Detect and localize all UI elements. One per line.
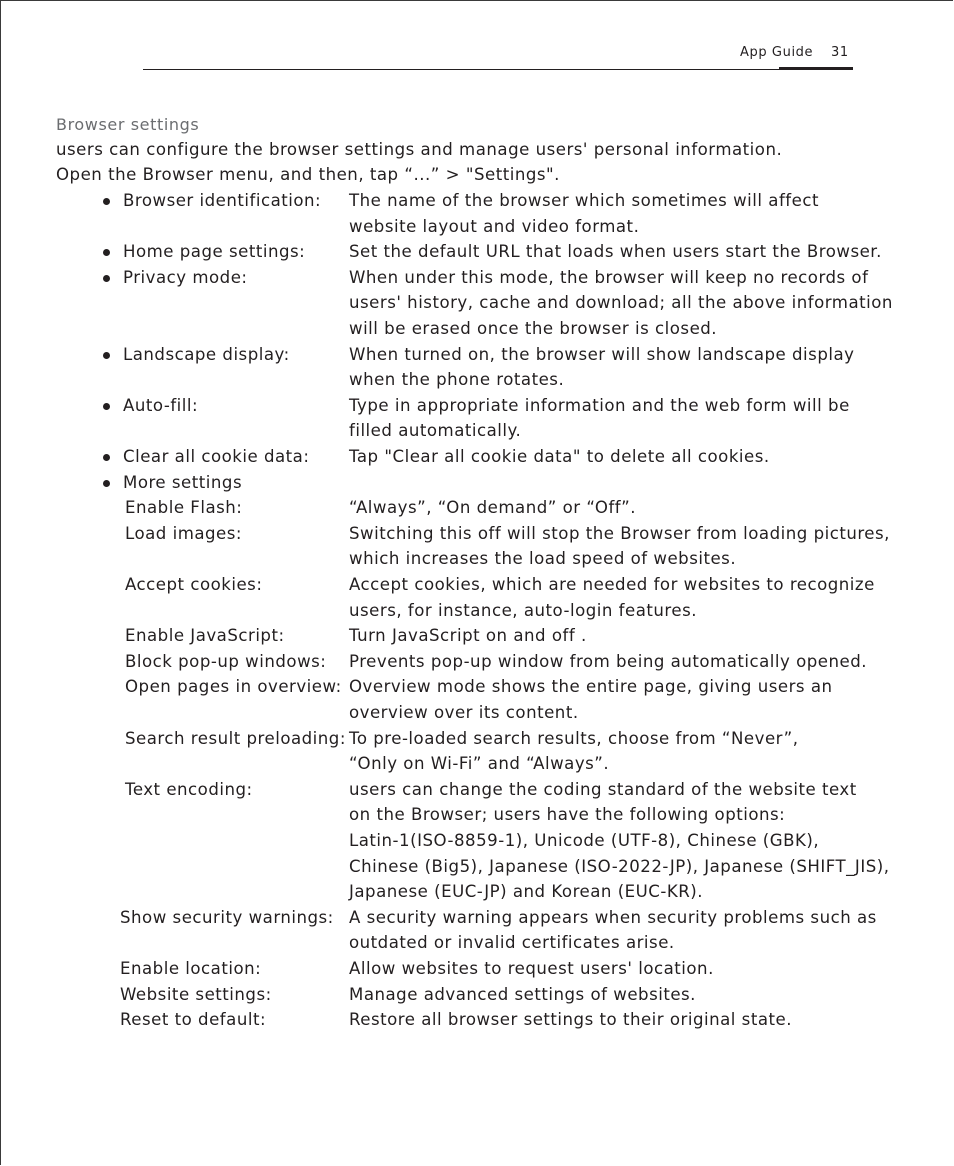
setting-description-open-pages-in-overview: Overview mode shows the entire page, giving users an	[349, 677, 833, 697]
setting-label-search-result-preloading: Search result preloading:	[125, 728, 346, 748]
setting-description-text-encoding: Chinese (Big5), Japanese (ISO-2022-JP), Japanese (SHIFT_JIS),	[349, 856, 890, 876]
setting-description-search-result-preloading: To pre-loaded search results, choose from “Never”,	[349, 728, 799, 748]
setting-label-more-settings: More settings	[123, 472, 243, 492]
setting-label-browser-identification: Browser identification:	[123, 191, 322, 210]
setting-description-reset-to-default: Restore all browser settings to their original state.	[349, 1010, 792, 1030]
setting-description-load-images: which increases the load speed of websites.	[349, 549, 737, 569]
setting-label-privacy-mode: Privacy mode:	[123, 267, 248, 287]
bullet-icon	[103, 352, 110, 359]
setting-label-reset-to-default: Reset to default:	[120, 1010, 267, 1030]
setting-label-clear-all-cookie-data: Clear all cookie data:	[123, 447, 310, 466]
setting-description-browser-identification: website layout and video format.	[349, 216, 640, 236]
setting-description-landscape-display: when the phone rotates.	[349, 370, 565, 390]
setting-description-show-security-warnings: A security warning appears when security problems such as	[349, 907, 877, 927]
setting-label-block-pop-up-windows: Block pop-up windows:	[125, 651, 327, 671]
setting-label-home-page-settings: Home page settings:	[123, 242, 306, 262]
setting-label-open-pages-in-overview: Open pages in overview:	[125, 677, 342, 697]
setting-description-enable-flash: “Always”, “On demand” or “Off”.	[349, 498, 636, 518]
setting-description-block-pop-up-windows: Prevents pop-up window from being automatically opened.	[349, 651, 868, 671]
setting-label-load-images: Load images:	[125, 523, 243, 543]
section-title: Browser settings	[56, 115, 200, 134]
setting-description-browser-identification: The name of the browser which sometimes will affect	[349, 191, 819, 210]
bullet-icon	[103, 275, 110, 282]
setting-description-search-result-preloading: “Only on Wi-Fi” and “Always”.	[349, 754, 610, 774]
bullet-icon	[103, 403, 110, 410]
setting-description-text-encoding: Latin-1(ISO-8859-1), Unicode (UTF-8), Chinese (GBK),	[349, 831, 820, 850]
intro-line: users can configure the browser settings and manage users' personal information.	[56, 140, 783, 159]
setting-description-website-settings: Manage advanced settings of websites.	[349, 984, 696, 1004]
setting-label-text-encoding: Text encoding:	[125, 779, 253, 799]
intro-line: Open the Browser menu, and then, tap “...” > "Settings".	[56, 165, 560, 184]
setting-description-auto-fill: Type in appropriate information and the web form will be	[349, 395, 850, 415]
setting-description-text-encoding: on the Browser; users have the following options:	[349, 805, 786, 825]
setting-description-accept-cookies: users, for instance, auto-login features.	[349, 600, 697, 620]
setting-description-show-security-warnings: outdated or invalid certificates arise.	[349, 933, 675, 953]
setting-description-enable-javascript: Turn JavaScript on and off .	[349, 626, 587, 646]
header-title: App Guide	[740, 45, 814, 60]
bullet-icon	[103, 480, 110, 487]
setting-label-enable-flash: Enable Flash:	[125, 498, 243, 518]
setting-description-enable-location: Allow websites to request users' location.	[349, 959, 714, 978]
setting-label-show-security-warnings: Show security warnings:	[120, 907, 334, 927]
bullet-icon	[103, 198, 110, 205]
page-number: 31	[831, 45, 849, 60]
setting-description-auto-fill: filled automatically.	[349, 421, 522, 441]
bullet-icon	[103, 454, 110, 461]
setting-description-privacy-mode: When under this mode, the browser will keep no records of	[349, 267, 869, 287]
setting-description-accept-cookies: Accept cookies, which are needed for websites to recognize	[349, 575, 875, 594]
setting-label-website-settings: Website settings:	[120, 984, 272, 1004]
setting-label-landscape-display: Landscape display:	[123, 344, 290, 364]
setting-description-clear-all-cookie-data: Tap "Clear all cookie data" to delete all cookies.	[349, 447, 770, 466]
setting-description-text-encoding: users can change the coding standard of the website text	[349, 779, 857, 799]
setting-label-enable-location: Enable location:	[120, 959, 262, 978]
setting-description-landscape-display: When turned on, the browser will show landscape display	[349, 344, 855, 364]
setting-label-accept-cookies: Accept cookies:	[125, 575, 263, 594]
setting-label-enable-javascript: Enable JavaScript:	[125, 626, 285, 646]
setting-description-privacy-mode: will be erased once the browser is closed.	[349, 319, 718, 338]
setting-label-auto-fill: Auto-fill:	[123, 395, 199, 415]
setting-description-text-encoding: Japanese (EUC-JP) and Korean (EUC-KR).	[349, 882, 704, 902]
setting-description-open-pages-in-overview: overview over its content.	[349, 703, 579, 722]
header-rule	[143, 69, 853, 70]
setting-description-privacy-mode: users' history, cache and download; all the above information	[349, 293, 893, 313]
setting-description-home-page-settings: Set the default URL that loads when users start the Browser.	[349, 242, 882, 262]
header-accent-bar	[779, 67, 853, 70]
setting-description-load-images: Switching this off will stop the Browser from loading pictures,	[349, 523, 890, 543]
